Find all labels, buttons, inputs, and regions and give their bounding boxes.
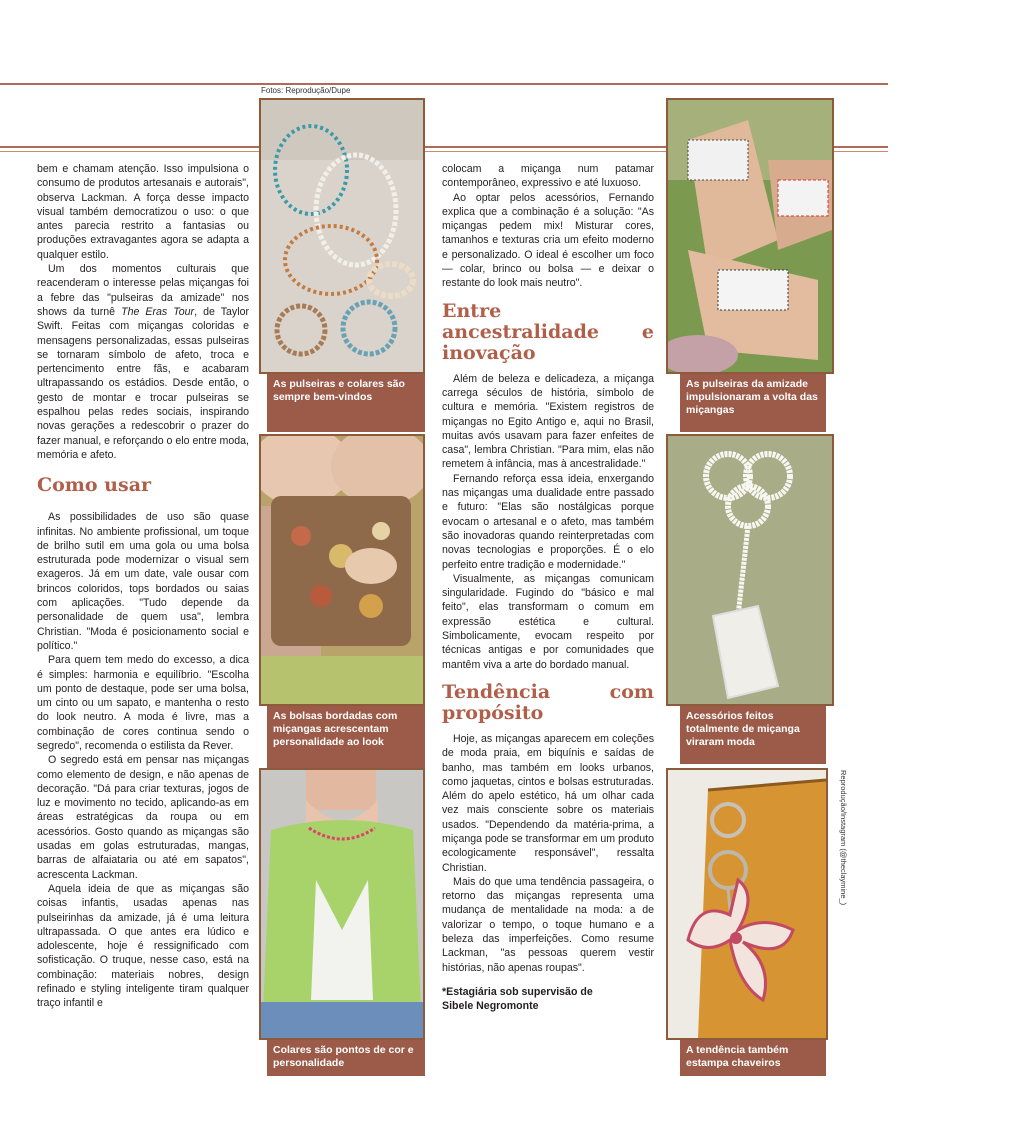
- caption-1: As pulseiras e colares são sempre bem-vindos: [267, 374, 425, 432]
- caption-6: A tendência também estampa chaveiros: [680, 1040, 826, 1076]
- paragraph: Ao optar pelos acessórios, Fernando explica que a combinação é a solução: "As miçangas pedem mix! Misturar cores, tamanhos e texturas cria um efeito moderno e personalizado. O ideal é escolher um foco — colar, brinco ou bolsa — e deixar o restante do look mais neutro".: [442, 191, 654, 290]
- bracelets-image: [668, 100, 832, 372]
- photo-necklace-model: [259, 768, 425, 1040]
- paragraph: Para quem tem medo do excesso, a dica é simples: harmonia e equilíbrio. "Escolha um ponto de destaque, pode ser uma bolsa, um cinto ou um sapato, e mantenha o resto do look neutro. A moda é livre, mas a combinação de cores continua sendo o segredo", recomenda o estilista da Rever.: [37, 654, 249, 752]
- necklace-image: [261, 770, 423, 1038]
- text-column-left: [37, 162, 249, 1011]
- paragraph: Um dos momentos culturais que reacenderam o interesse pelas miçangas foi a febre das "pulseiras da amizade" nos shows da turnê The Eras Tour, de Taylor Swift. Feitas com miçangas coloridas e mensagens personalizadas, essas pulseiras se tornaram símbolo de afeto, troca e pertencimento entre fãs, e acabaram ultrapassando os estádios. Desde então, o gesto de montar e trocar pulseiras se espalhou pelas redes sociais, inspirando novas gerações a redescobrir o prazer do fazer manual, e reforçando o elo entre moda, memória e afeto.: [37, 263, 249, 461]
- paragraph: Aquela ideia de que as miçangas são coisas infantis, usadas apenas nas pulseirinhas da amizade, já é uma leitura ultrapassada. O que antes era lúdico e adolescente, hoje é ressignificado com sofisticação. O truque, nesse caso, está na combinação: materiais nobres, design refinado e styling inteligente tiram qualquer traço infantil e: [37, 882, 249, 1010]
- paragraph: bem e chamam atenção. Isso impulsiona o consumo de produtos artesanais e autorais", observa Lackman. A força desse impacto visual também democratizou o uso: o que antes parecia restrito a fantasias ou produções extravagantes agora se adapta a qualquer estilo.: [37, 163, 249, 261]
- caption-5: Acessórios feitos totalmente de miçanga viraram moda: [680, 706, 826, 764]
- photo-beaded-bag: [259, 434, 425, 706]
- paragraph: Visualmente, as miçangas comunicam singularidade. Fugindo do "básico e mal feito", elas transformam o comum em expressão estética e cultural. Simbolicamente, evocam respeito por técnicas antigas e por comunidades que mantêm viva a arte do bordado manual.: [442, 572, 654, 671]
- paragraph: Mais do que uma tendência passageira, o retorno das miçangas representa uma mudança de mentalidade na moda: a de valorizar o tempo, o toque humano e a beleza das imperfeições. Como resume Lackman, "as pessoas querem vestir histórias, não apenas roupas".: [442, 875, 654, 974]
- author-note: *Estagiária sob supervisão de Sibele Negromonte: [442, 985, 593, 1012]
- section-heading-tendencia: Tendência com propósito: [442, 680, 654, 724]
- caption-2: As bolsas bordadas com miçangas acrescentam personalidade ao look: [267, 706, 425, 768]
- section-heading-ancestralidade: Entre ancestralidade e inovação: [442, 299, 654, 364]
- text-column-middle: [442, 162, 654, 1013]
- photo-credit-top: Fotos: Reprodução/Dupe: [261, 86, 351, 95]
- top-rule: [0, 83, 888, 85]
- caption-4: As pulseiras da amizade impulsionaram a volta das miçangas: [680, 374, 826, 432]
- paragraph: Hoje, as miçangas aparecem em coleções de moda praia, em biquínis e saídas de banho, mas também em looks urbanos, como jaquetas, cintos e bolsas estruturadas. Além do apelo estético, há um olhar cada vez mais consciente sobre os materiais usados. "Dependendo da matéria-prima, a miçanga pode se transformar em um produto ecologicamente responsável", ressalta Christian.: [442, 732, 654, 874]
- paragraph: Fernando reforça essa ideia, enxergando nas miçangas uma dualidade entre passado e futuro: "Elas são nostálgicas porque evocam o artesanal e o afeto, mas também são inovadoras quando reinterpretadas com novas tecnologias e proporções. É o elo perfeito entre tradição e modernidade.": [442, 472, 654, 571]
- photo-keychain: [666, 768, 828, 1040]
- caption-3: Colares são pontos de cor e personalidade: [267, 1040, 425, 1076]
- photo-friendship-bracelets: [666, 98, 834, 374]
- paragraph: As possibilidades de uso são quase infinitas. No ambiente profissional, um toque de brilho sutil em uma gola ou uma bolsa estruturada pode modernizar o visual sem exageros. Já em um date, vale ousar com brincos coloridos, tops bordados ou saias com aplicações. "Tudo depende da personalidade de quem usa", lembra Christian. "Moda é posicionamento social e político.": [37, 511, 249, 652]
- bag-image: [261, 436, 423, 704]
- section-heading-como-usar: Como usar: [37, 474, 152, 497]
- keychain-image: [668, 770, 826, 1038]
- beads-image: [261, 100, 423, 372]
- paragraph: O segredo está em pensar nas miçangas como elemento de design, e não apenas de decoração. "Dá para criar texturas, jogos de luz e movimento no tecido, aplicando-as em áreas estratégicas da roupa ou em acessórios. Gosto quando as miçangas são usadas em golas estruturadas, mangas, barras de alfaiataria ou até em sapatos", acrescenta Lackman.: [37, 754, 249, 881]
- paragraph: colocam a miçanga num patamar contemporâneo, expressivo e até luxuoso.: [442, 163, 654, 190]
- photo-beaded-flower-bag: [666, 434, 834, 706]
- flower-bag-image: [668, 436, 832, 704]
- photo-bracelets-necklaces: [259, 98, 425, 374]
- paragraph: Além de beleza e delicadeza, a miçanga carrega séculos de história, símbolo de cultura e memória. "Existem registros de miçangas no Egito Antigo e, aqui no Brasil, muitas avós usavam para fazer enfeites de casa", lembra Christian. "Para mim, elas não remetem à infância, mas à ancestralidade.": [442, 372, 654, 471]
- photo-credit-side: Reprodução/Instagram (@theclaymine_): [839, 770, 848, 906]
